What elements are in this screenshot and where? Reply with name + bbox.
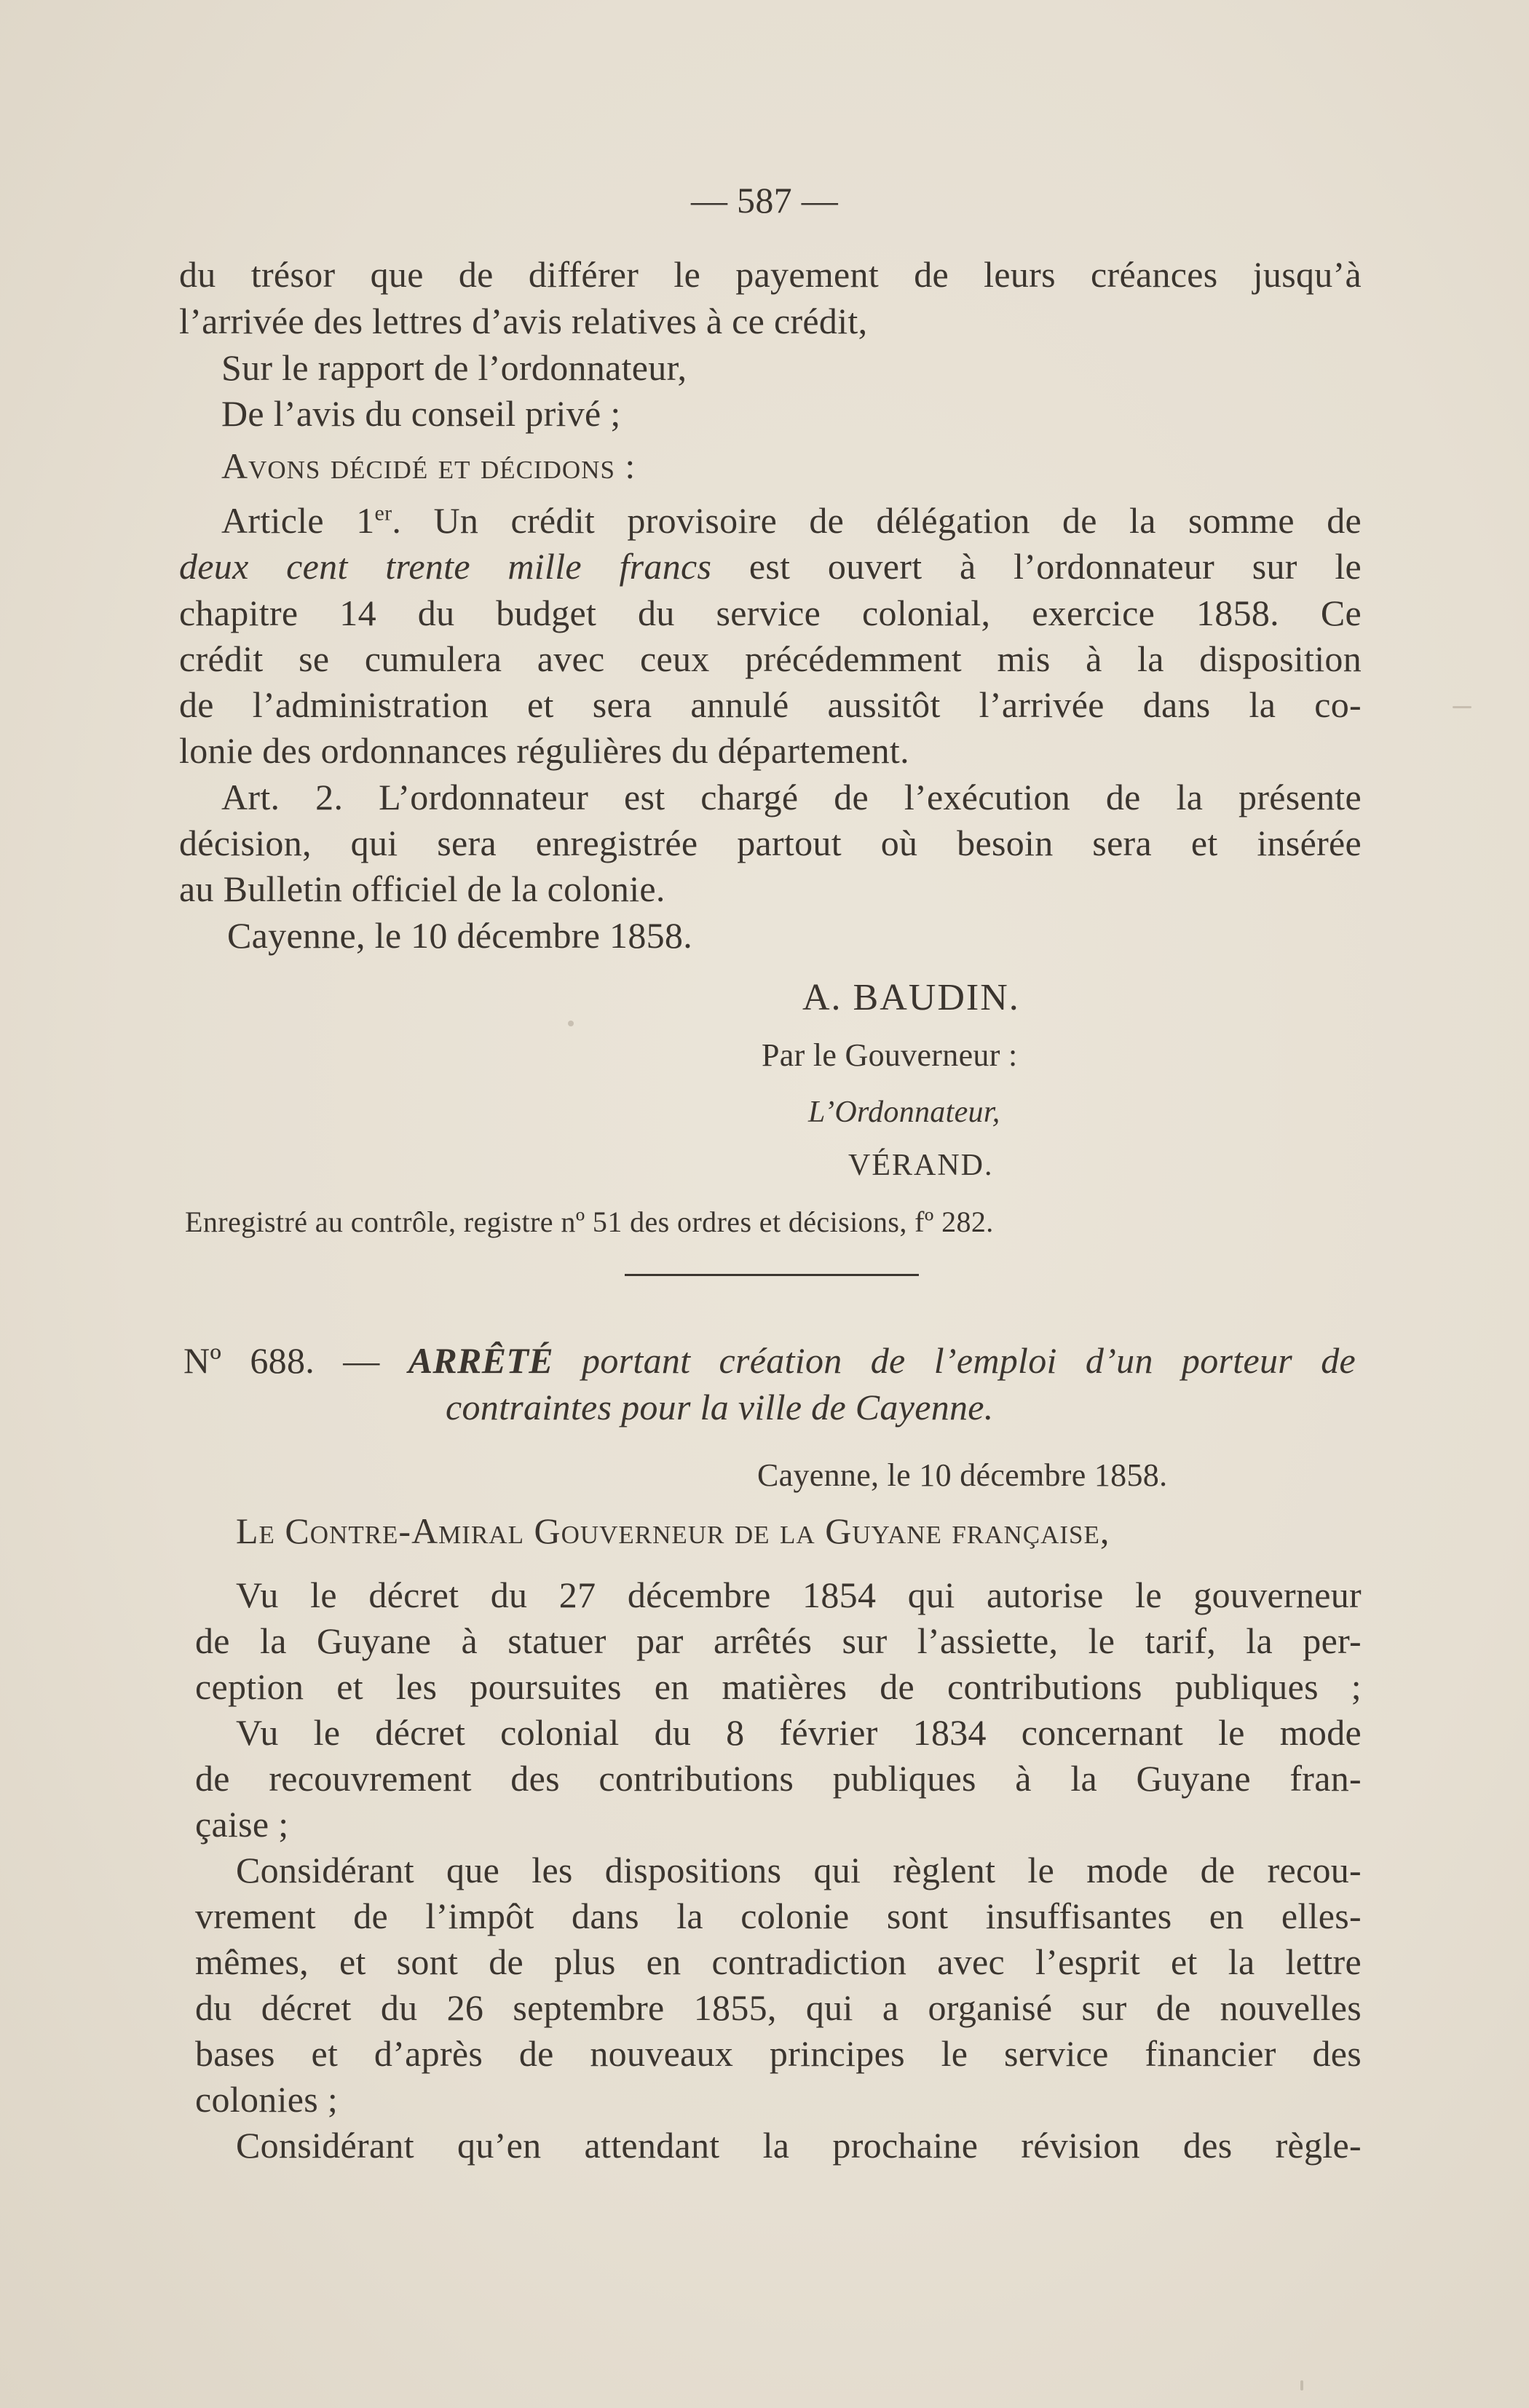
- signature-name: VÉRAND.: [848, 1149, 994, 1182]
- text-line: au Bulletin officiel de la colonie.: [179, 868, 665, 909]
- text-line: çaise ;: [195, 1804, 289, 1845]
- paper-speck: [1300, 2380, 1303, 2391]
- paper-speck: [568, 1021, 574, 1026]
- signature-title: Par le Gouverneur :: [762, 1037, 1018, 1073]
- text-line: Vu le décret du 27 décembre 1854 qui autorise le gouverneur: [236, 1575, 1362, 1615]
- text-line: lonie des ordonnances régulières du département.: [179, 730, 909, 771]
- text-fragment: est ouvert à l’ordonnateur sur le: [711, 546, 1362, 587]
- text-line: De l’avis du conseil privé ;: [221, 393, 621, 434]
- text-line: l’arrivée des lettres d’avis relatives à ce crédit,: [179, 301, 868, 341]
- text-line: bases et d’après de nouveaux principes le service financier des: [195, 2033, 1362, 2074]
- text-line: Art. 2. L’ordonnateur est chargé de l’exécution de la présente: [221, 777, 1362, 817]
- text-line: Considérant que les dispositions qui règlent le mode de recou-: [236, 1850, 1362, 1890]
- text-line: [221, 498, 1362, 543]
- text-line: décision, qui sera enregistrée partout où besoin sera et insérée: [179, 823, 1362, 863]
- text-line: chapitre 14 du budget du service colonial, exercice 1858. Ce: [179, 593, 1362, 633]
- signature-name: A. BAUDIN.: [802, 977, 1020, 1018]
- text-fragment: . Un crédit provisoire de délégation de la somme de: [392, 500, 1362, 541]
- text-line: du décret du 26 septembre 1855, qui a organisé sur de nouvelles: [195, 1987, 1362, 2028]
- arrete-title-line: contraintes pour la ville de Cayenne.: [446, 1387, 994, 1427]
- paper-speck: [1453, 706, 1471, 708]
- text-line: mêmes, et sont de plus en contradiction avec l’esprit et la lettre: [195, 1941, 1362, 1982]
- text-line: [179, 544, 1362, 589]
- section-divider: [625, 1274, 919, 1276]
- date-line: Cayenne, le 10 décembre 1858.: [227, 915, 693, 956]
- article-label: Article 1: [221, 500, 375, 541]
- text-line: Avons décidé et décidons :: [221, 445, 636, 486]
- amount-italic: deux cent trente mille francs: [179, 546, 712, 587]
- text-line: Sur le rapport de l’ordonnateur,: [221, 347, 687, 388]
- text-line: Vu le décret colonial du 8 février 1834 concernant le mode: [236, 1712, 1362, 1753]
- arrete-authority: Le Contre-Amiral Gouverneur de la Guyane française,: [236, 1510, 1110, 1551]
- superscript: er: [374, 501, 392, 526]
- arrete-label: ARRÊTÉ: [408, 1340, 553, 1381]
- text-line: de recouvrement des contributions publiques à la Guyane fran-: [195, 1758, 1362, 1799]
- arrete-title-line: [183, 1338, 1356, 1383]
- text-line: du trésor que de différer le payement de leurs créances jusqu’à: [179, 254, 1362, 295]
- arrete-date: Cayenne, le 10 décembre 1858.: [757, 1457, 1168, 1493]
- text-line: de l’administration et sera annulé aussitôt l’arrivée dans la co-: [179, 684, 1362, 725]
- text-line: de la Guyane à statuer par arrêtés sur l’assiette, le tarif, la per-: [195, 1620, 1362, 1661]
- text-line: ception et les poursuites en matières de contributions publiques ;: [195, 1666, 1362, 1707]
- arrete-title-text: portant création de l’emploi d’un porteur de: [553, 1340, 1356, 1381]
- page-number: — 587 —: [690, 180, 839, 221]
- registration-note: Enregistré au contrôle, registre nº 51 des ordres et décisions, fº 282.: [185, 1205, 994, 1238]
- signature-role: L’Ordonnateur,: [808, 1096, 1000, 1129]
- arrete-number: Nº 688. —: [183, 1340, 408, 1381]
- text-line: vrement de l’impôt dans la colonie sont insuffisantes en elles-: [195, 1896, 1362, 1936]
- text-line: Considérant qu’en attendant la prochaine révision des règle-: [236, 2125, 1362, 2166]
- text-line: crédit se cumulera avec ceux précédemment mis à la disposition: [179, 638, 1362, 679]
- text-line: colonies ;: [195, 2079, 339, 2120]
